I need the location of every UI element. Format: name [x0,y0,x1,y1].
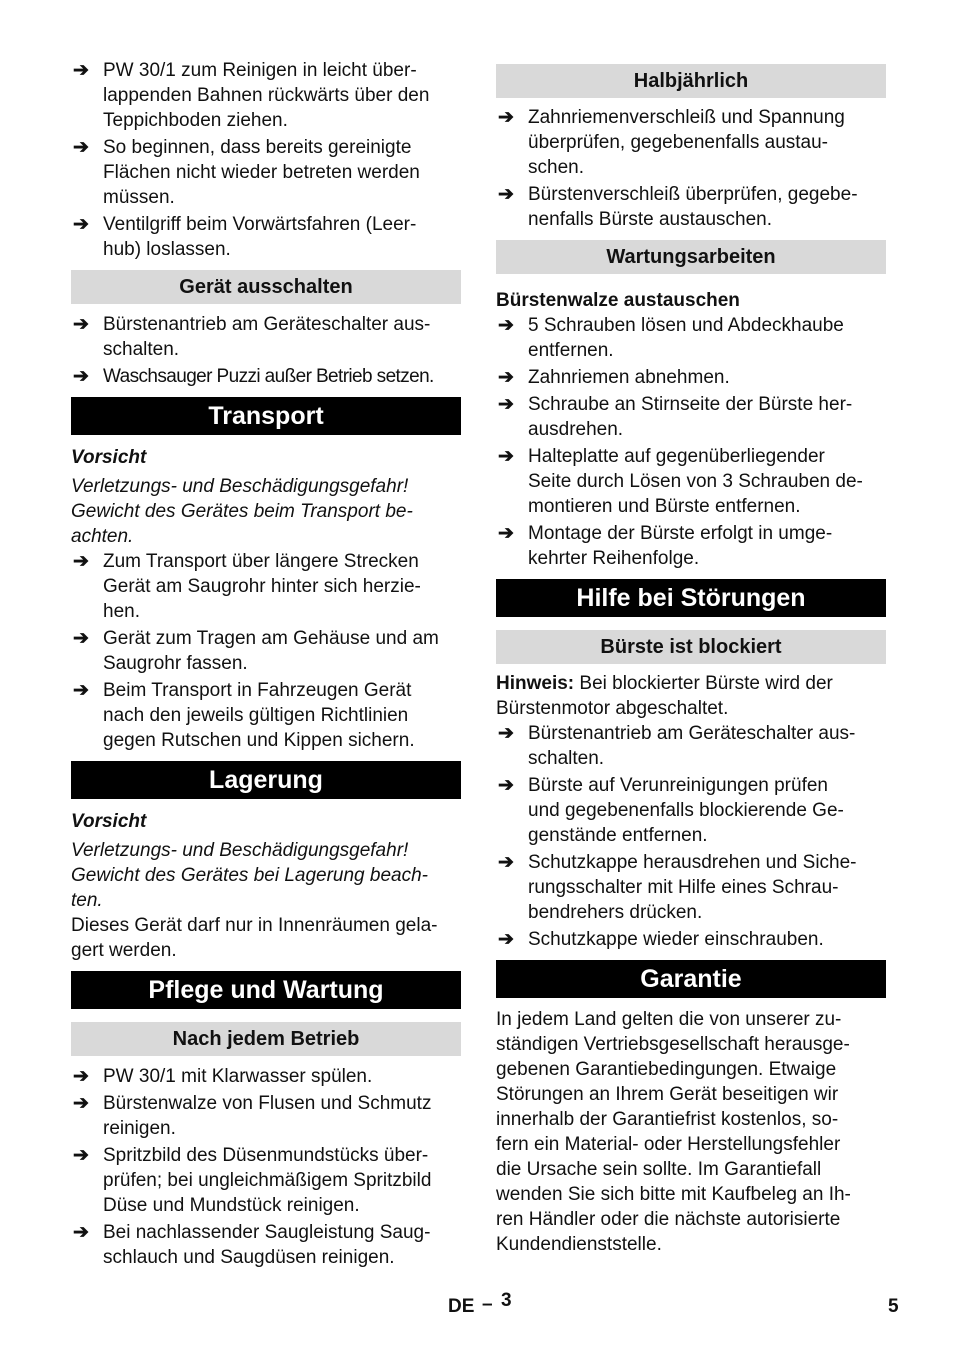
list-item [496,444,886,519]
arrow-right-icon: ➔ [498,775,514,796]
list-item-text: PW 30/1 mit Klarwasser spülen. [103,1066,373,1087]
arrow-right-icon: ➔ [73,137,89,158]
arrow-right-icon: ➔ [73,1222,89,1243]
section-title-lagerung: Lagerung [71,761,461,799]
list-item [496,773,886,848]
intro-list [71,58,461,262]
geraet-ausschalten-list [71,312,461,389]
left-column [71,58,461,1270]
arrow-right-icon: ➔ [498,184,514,205]
list-item [496,105,886,180]
wartungsarbeiten-list [496,313,886,571]
list-item-text: PW 30/1 zum Reinigen in leicht über- lappenden Bahnen rückwärts über den Teppichboden ziehen. [103,60,430,131]
list-item [71,312,461,362]
arrow-right-icon: ➔ [498,523,514,544]
list-item-text: Bürste auf Verunreinigungen prüfen und gegebenenfalls blockierende Ge- genstände entfernen. [528,775,844,846]
list-item-text: 5 Schrauben lösen und Abdeckhaube entfernen. [528,315,844,361]
hinweis-label: Hinweis: [496,673,575,694]
list-item [71,678,461,753]
subheading-buerstenwalze: Bürstenwalze austauschen [496,290,740,311]
arrow-right-icon: ➔ [73,60,89,81]
list-item [71,58,461,133]
list-item [71,626,461,676]
list-item [496,721,886,771]
list-item-text: Montage der Bürste erfolgt in umge- kehrter Reihenfolge. [528,523,833,569]
section-subtitle-wartungsarbeiten: Wartungsarbeiten [496,240,886,274]
arrow-right-icon: ➔ [73,551,89,572]
list-item [71,364,461,389]
lagerung-text: Dieses Gerät darf nur in Innenräumen gela- gert werden. [71,915,438,961]
list-item-text: Bürstenverschleiß überprüfen, gegebe- nenfalls Bürste austauschen. [528,184,858,230]
list-item [496,365,886,390]
list-item [71,135,461,210]
hilfe-list [496,721,886,952]
transport-list [71,549,461,753]
footer-dash: – [482,1294,493,1315]
list-item-text: Spritzbild des Düsenmundstücks über- prüfen; bei ungleichmäßigem Spritzbild Düse und Mundstück reinigen. [103,1145,432,1216]
right-column [496,64,886,1257]
arrow-right-icon: ➔ [73,1066,89,1087]
list-item-text: Zum Transport über längere Strecken Gerät am Saugrohr hinter sich herzie- hen. [103,551,421,622]
caution-text: Verletzungs- und Beschädigungsgefahr! Gewicht des Gerätes bei Lagerung beach- ten. [71,840,428,911]
halbjaehrlich-list [496,105,886,232]
list-item-text: Bürstenwalze von Flusen und Schmutz reinigen. [103,1093,432,1139]
list-item-text: So beginnen, dass bereits gereinigte Flächen nicht wieder betreten werden müssen. [103,137,420,208]
list-item [496,927,886,952]
section-title-garantie: Garantie [496,960,886,998]
arrow-right-icon: ➔ [498,852,514,873]
list-item-text: Beim Transport in Fahrzeugen Gerät nach den jeweils gültigen Richtlinien gegen Rutschen und Kippen sichern. [103,680,415,751]
page-number: 5 [888,1296,899,1317]
footer-section-page: 3 [501,1290,512,1311]
list-item-text: Ventilgriff beim Vorwärtsfahren (Leer- hub) loslassen. [103,214,417,260]
garantie-text: In jedem Land gelten die von unserer zu- ständigen Vertriebsgesellschaft herausge- gebenen Garantiebedingungen. Etwaige Störungen an Ihrem Gerät beseitigen wir innerhalb der Garantiefrist kostenlos, so- fern ein Material- oder Herstellungsfehler die Ursache sein sollte. Im Garantiefall wenden Sie sich bitte mit Kaufbeleg an Ih- ren Händler oder die nächste autorisierte Kundendienststelle. [496,1009,851,1255]
list-item [71,212,461,262]
list-item-text: Schutzkappe herausdrehen und Siche- rungsschalter mit Hilfe eines Schrau- bendrehers drücken. [528,852,857,923]
caution-title: Vorsicht [71,811,147,832]
list-item-text: Bei nachlassender Saugleistung Saug- schlauch und Saugdüsen reinigen. [103,1222,431,1268]
hinweis-text: Bei blockierter Bürste wird der Bürstenmotor abgeschaltet. [496,673,833,719]
section-subtitle-nach-jedem-betrieb: Nach jedem Betrieb [71,1022,461,1056]
arrow-right-icon: ➔ [73,1145,89,1166]
section-title-pflege: Pflege und Wartung [71,971,461,1009]
list-item-text: Bürstenantrieb am Geräteschalter aus- schalten. [528,723,856,769]
list-item [496,313,886,363]
arrow-right-icon: ➔ [498,315,514,336]
arrow-right-icon: ➔ [73,680,89,701]
list-item-text: Bürstenantrieb am Geräteschalter aus- schalten. [103,314,431,360]
caution-title: Vorsicht [71,447,147,468]
arrow-right-icon: ➔ [498,446,514,467]
list-item [71,1220,461,1270]
hinweis-note [496,671,886,721]
caution-text: Verletzungs- und Beschädigungsgefahr! Gewicht des Gerätes beim Transport be- achten. [71,476,413,547]
section-subtitle-geraet-ausschalten: Gerät ausschalten [71,270,461,304]
arrow-right-icon: ➔ [73,628,89,649]
arrow-right-icon: ➔ [498,723,514,744]
list-item-text: Halteplatte auf gegenüberliegender Seite durch Lösen von 3 Schrauben de- montieren und Bürste entfernen. [528,446,863,517]
list-item [71,1064,461,1089]
arrow-right-icon: ➔ [498,394,514,415]
list-item [496,392,886,442]
list-item-text: Waschsauger Puzzi außer Betrieb setzen. [103,366,434,387]
list-item-text: Zahnriemenverschleiß und Spannung überprüfen, gegebenenfalls austau- schen. [528,107,845,178]
list-item-text: Schutzkappe wieder einschrauben. [528,929,824,950]
list-item [496,850,886,925]
arrow-right-icon: ➔ [73,214,89,235]
arrow-right-icon: ➔ [73,1093,89,1114]
list-item-text: Gerät zum Tragen am Gehäuse und am Saugrohr fassen. [103,628,439,674]
arrow-right-icon: ➔ [498,107,514,128]
list-item-text: Schraube an Stirnseite der Bürste her- ausdrehen. [528,394,853,440]
list-item [71,1091,461,1141]
section-title-hilfe: Hilfe bei Störungen [496,579,886,617]
list-item [71,1143,461,1218]
section-title-transport: Transport [71,397,461,435]
list-item [71,549,461,624]
section-subtitle-buerste-blockiert: Bürste ist blockiert [496,630,886,664]
list-item [496,521,886,571]
arrow-right-icon: ➔ [498,367,514,388]
arrow-right-icon: ➔ [498,929,514,950]
list-item [496,182,886,232]
footer-lang: DE [448,1296,475,1317]
pflege-list [71,1064,461,1270]
arrow-right-icon: ➔ [73,366,89,387]
list-item-text: Zahnriemen abnehmen. [528,367,730,388]
arrow-right-icon: ➔ [73,314,89,335]
section-subtitle-halbjaehrlich: Halbjährlich [496,64,886,98]
